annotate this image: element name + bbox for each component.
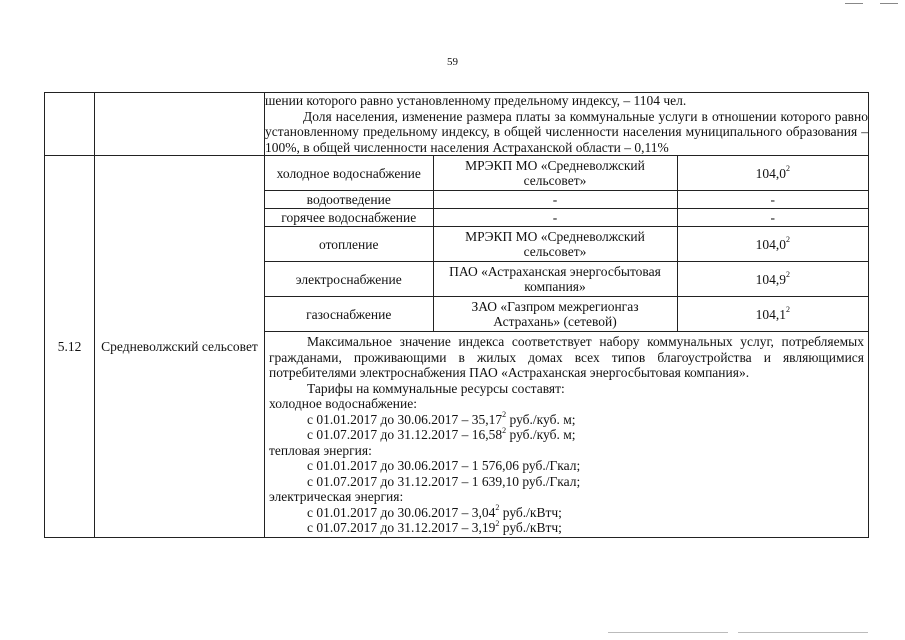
service-row xyxy=(265,227,868,262)
row-number: 5.12 xyxy=(45,156,95,538)
scan-mark xyxy=(608,632,728,633)
tariff-unit: руб./кВтч; xyxy=(499,504,562,520)
tariff-group-title: электрическая энергия: xyxy=(269,489,404,504)
service-index-value xyxy=(677,209,868,227)
service-name: газоснабжение xyxy=(265,297,433,332)
tariff-group-title: тепловая энергия: xyxy=(269,442,372,458)
tariff-groups xyxy=(269,396,864,536)
tariff-group-title: холодное водоснабжение: xyxy=(269,396,417,411)
service-name: водоотведение xyxy=(265,191,433,209)
municipality-row xyxy=(45,156,869,538)
tariff-line xyxy=(269,474,864,490)
tariff-line xyxy=(269,520,864,536)
tariffs-intro: Тарифы на коммунальные ресурсы составят: xyxy=(307,380,565,396)
footnote-mark: 2 xyxy=(495,518,500,528)
tariff-table xyxy=(44,92,869,538)
continuation-row xyxy=(45,93,869,156)
tariff-line xyxy=(269,427,864,443)
service-provider: ПАО «Астраханская энергосбытовая компания» xyxy=(433,262,677,297)
service-name: холодное водоснабжение xyxy=(265,156,433,191)
service-provider: - xyxy=(433,209,677,227)
footnote-mark: 2 xyxy=(785,164,790,173)
index-value: - xyxy=(770,210,775,225)
tariff-period-value: с 01.07.2017 до 31.12.2017 – 16,58 xyxy=(307,427,503,442)
municipality-name: Средневолжский сельсовет xyxy=(95,156,265,538)
service-provider: МРЭКП МО «Средневолжский сельсовет» xyxy=(433,227,677,262)
tariff-unit: руб./куб. м; xyxy=(506,411,576,427)
continuation-text-cell xyxy=(265,93,869,156)
municipality-details-cell xyxy=(265,156,869,538)
tariff-period-value: с 01.01.2017 до 30.06.2017 – 3,04 xyxy=(307,504,496,520)
footnote-mark: 2 xyxy=(785,235,790,244)
footnote-mark: 2 xyxy=(785,305,790,314)
footnote-mark: 2 xyxy=(502,410,507,419)
service-index-value xyxy=(677,227,868,262)
service-index-value xyxy=(677,262,868,297)
service-row xyxy=(265,262,868,297)
service-row xyxy=(265,209,868,227)
scan-mark xyxy=(880,3,898,4)
footnote-mark: 2 xyxy=(495,503,500,512)
tariff-period-value: с 01.07.2017 до 31.12.2017 – 3,19 xyxy=(307,520,496,535)
service-row xyxy=(265,297,868,332)
tariff-unit: руб./кВтч; xyxy=(499,520,562,535)
service-index-value xyxy=(677,297,868,332)
index-value: 104,9 xyxy=(755,271,786,287)
service-provider: ЗАО «Газпром межрегионгаз Астрахань» (сетевой) xyxy=(433,297,677,332)
index-value: - xyxy=(770,192,775,207)
service-index-value xyxy=(677,191,868,209)
population-share-paragraph: Доля населения, изменение размера платы за коммунальные услуги в отношении которого равно установленному предельному индексу, в общей численности населения муниципального образования – 100%, в общей численности населения Астраханской области – 0,11% xyxy=(265,108,868,155)
tariff-period-value: с 01.07.2017 до 31.12.2017 – 1 639,10 руб./Гкал; xyxy=(307,473,581,489)
service-row xyxy=(265,191,868,209)
service-name: электроснабжение xyxy=(265,262,433,297)
footnote-mark: 2 xyxy=(785,270,790,279)
tariff-description xyxy=(265,332,868,537)
services-table xyxy=(265,156,868,332)
tariff-unit: руб./куб. м; xyxy=(506,427,576,442)
index-value: 104,0 xyxy=(755,236,786,252)
service-name: отопление xyxy=(265,227,433,262)
service-row xyxy=(265,156,868,191)
service-name: горячее водоснабжение xyxy=(265,209,433,227)
continuation-name-cell xyxy=(95,93,265,156)
tariff-line xyxy=(269,412,864,428)
scan-mark xyxy=(845,3,863,4)
tariff-period-value: с 01.01.2017 до 30.06.2017 – 1 576,06 руб./Гкал; xyxy=(307,458,581,473)
scan-mark xyxy=(738,632,868,633)
tariff-line xyxy=(269,505,864,521)
continuation-number-cell xyxy=(45,93,95,156)
service-provider: МРЭКП МО «Средневолжский сельсовет» xyxy=(433,156,677,191)
footnote-mark: 2 xyxy=(502,425,507,435)
index-value: 104,0 xyxy=(755,165,786,181)
page-number: 59 xyxy=(447,56,458,68)
index-value: 104,1 xyxy=(755,306,786,322)
tariff-line xyxy=(269,458,864,474)
continuation-line: шении которого равно установленному предельному индексу, – 1104 чел. xyxy=(265,93,687,108)
max-index-paragraph: Максимальное значение индекса соответствует набору коммунальных услуг, потребляемых гражданами, проживающими в жилых домах всех типов благоустройства и являющимися потребителями электроснабжения ПАО «Астраханская энергосбытовая компания». xyxy=(269,334,864,380)
service-index-value xyxy=(677,156,868,191)
tariff-period-value: с 01.01.2017 до 30.06.2017 – 35,17 xyxy=(307,411,503,427)
service-provider: - xyxy=(433,191,677,209)
